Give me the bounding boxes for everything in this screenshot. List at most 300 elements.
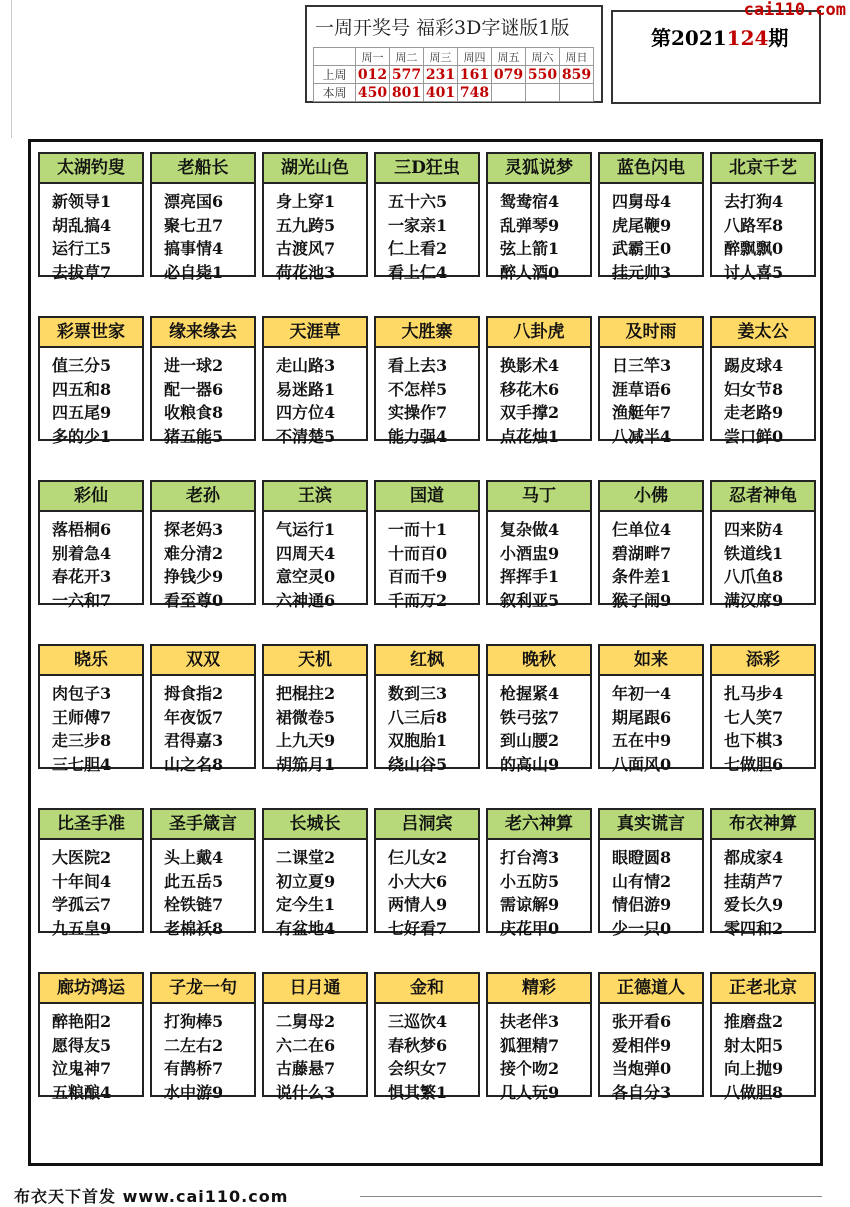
day-cell: 周一 — [356, 48, 390, 66]
riddle-line: 接个吻2 — [500, 1059, 560, 1078]
riddle-line: 当炮弹0 — [612, 1059, 672, 1078]
riddle-line: 栓铁链7 — [164, 895, 224, 914]
day-header-row — [314, 48, 594, 66]
card-items — [712, 184, 814, 284]
riddle-line: 点花烛1 — [500, 426, 560, 446]
draw-number: 748 — [458, 84, 492, 102]
card-items — [712, 1004, 814, 1104]
card-items — [712, 512, 814, 612]
riddle-card — [486, 152, 592, 282]
riddle-line: 醉人酒0 — [500, 262, 560, 282]
card-items — [152, 676, 254, 776]
riddle-line: 聚七丑7 — [164, 215, 224, 235]
riddle-line: 庆花甲0 — [500, 918, 560, 938]
card-items — [376, 512, 478, 612]
riddle-card — [374, 644, 480, 774]
card-items — [152, 512, 254, 612]
riddle-line: 八面风0 — [612, 754, 672, 774]
riddle-line: 七好看7 — [388, 918, 448, 938]
draw-number: 450 — [356, 84, 390, 102]
riddle-line: 数到三3 — [388, 684, 448, 703]
riddle-line: 都成家4 — [724, 848, 784, 867]
riddle-card — [486, 972, 592, 1102]
riddle-line: 情侣游9 — [612, 895, 672, 914]
card-title: 太湖钓叟 — [40, 154, 142, 184]
riddle-line: 古藤悬7 — [276, 1059, 336, 1078]
riddle-line: 到山腰2 — [500, 731, 560, 750]
card-items — [376, 1004, 478, 1104]
riddle-card — [262, 480, 368, 610]
riddle-line: 四来防4 — [724, 520, 784, 539]
riddle-line: 期尾跟6 — [612, 707, 672, 727]
riddle-line: 走老路9 — [724, 403, 784, 422]
card-items — [712, 676, 814, 776]
riddle-line: 运行工5 — [52, 239, 112, 258]
riddle-line: 张开看6 — [612, 1012, 672, 1031]
riddle-card — [374, 152, 480, 282]
card-title: 双双 — [152, 646, 254, 676]
card-items — [600, 512, 702, 612]
this-week-label: 本周 — [314, 84, 356, 102]
riddle-line: 眼瞪圆8 — [612, 848, 672, 867]
card-items — [40, 1004, 142, 1104]
draw-number: 401 — [424, 84, 458, 102]
riddle-line: 复杂做4 — [500, 520, 560, 539]
riddle-line: 意空灵0 — [276, 567, 336, 586]
riddle-line: 新领导1 — [52, 192, 112, 211]
riddle-line: 荷花池3 — [276, 262, 336, 282]
card-items — [376, 840, 478, 940]
riddle-line: 渔艇年7 — [612, 403, 672, 422]
riddle-card — [262, 152, 368, 282]
day-cell: 周五 — [492, 48, 526, 66]
card-title: 彩仙 — [40, 482, 142, 512]
riddle-line: 仨单位4 — [612, 520, 672, 539]
riddle-line: 春花开3 — [52, 567, 112, 586]
riddle-line: 初立夏9 — [276, 871, 336, 891]
riddle-line: 看至尊0 — [164, 590, 224, 610]
riddle-line: 五粮酿4 — [52, 1082, 112, 1102]
riddle-line: 仨儿女2 — [388, 848, 448, 867]
card-title: 真实谎言 — [600, 810, 702, 840]
riddle-card — [262, 316, 368, 446]
riddle-line: 百而千9 — [388, 567, 448, 586]
card-title: 八卦虎 — [488, 318, 590, 348]
riddle-line: 惧其繁1 — [388, 1082, 448, 1102]
riddle-line: 搞事情4 — [164, 239, 224, 258]
card-title: 北京千艺 — [712, 154, 814, 184]
riddle-line: 春秋梦6 — [388, 1035, 448, 1055]
riddle-line: 难分清2 — [164, 543, 224, 563]
riddle-line: 醉艳阳2 — [52, 1012, 112, 1031]
card-items — [264, 840, 366, 940]
card-items — [600, 676, 702, 776]
riddle-line: 定今生1 — [276, 895, 336, 914]
day-cell: 周三 — [424, 48, 458, 66]
card-items — [488, 348, 590, 448]
card-title: 老孙 — [152, 482, 254, 512]
riddle-line: 王师傅7 — [52, 707, 112, 727]
riddle-line: 说什么3 — [276, 1082, 336, 1102]
footer-text: 布衣天下首发 www.cai110.com — [14, 1187, 289, 1206]
riddle-card — [486, 480, 592, 610]
riddle-line: 山有情2 — [612, 871, 672, 891]
riddle-line: 十年间4 — [52, 871, 112, 891]
riddle-line: 值三分5 — [52, 356, 112, 375]
card-title: 及时雨 — [600, 318, 702, 348]
riddle-line: 鸳鸯宿4 — [500, 192, 560, 211]
riddle-line: 进一球2 — [164, 356, 224, 375]
riddle-card — [710, 480, 816, 610]
riddle-line: 八做胆8 — [724, 1082, 784, 1102]
riddle-card — [38, 808, 144, 938]
riddle-line: 碧湖畔7 — [612, 543, 672, 563]
card-title: 日月通 — [264, 974, 366, 1004]
riddle-line: 不清楚5 — [276, 426, 336, 446]
draw-number: 550 — [526, 66, 560, 84]
riddle-line: 走山路3 — [276, 356, 336, 375]
riddle-card — [262, 644, 368, 774]
card-items — [264, 184, 366, 284]
card-items — [488, 184, 590, 284]
riddle-line: 走三步8 — [52, 731, 112, 750]
riddle-line: 仁上看2 — [388, 239, 448, 258]
riddle-line: 不怎样5 — [388, 379, 448, 399]
riddle-line: 学孤云7 — [52, 895, 112, 914]
card-items — [376, 676, 478, 776]
riddle-line: 猪五能5 — [164, 426, 224, 446]
riddle-card — [598, 972, 704, 1102]
riddle-line: 山之名8 — [164, 754, 224, 774]
riddle-line: 推磨盘2 — [724, 1012, 784, 1031]
riddle-line: 六二在6 — [276, 1035, 336, 1055]
card-items — [488, 1004, 590, 1104]
riddle-card — [710, 644, 816, 774]
riddle-line: 漂亮国6 — [164, 192, 224, 211]
riddle-card — [150, 480, 256, 610]
riddle-line: 踢皮球4 — [724, 356, 784, 375]
riddle-line: 双胞胎1 — [388, 731, 448, 750]
riddle-line: 八三后8 — [388, 707, 448, 727]
riddle-line: 四舅母4 — [612, 192, 672, 211]
riddle-line: 爱长久9 — [724, 895, 784, 914]
riddle-line: 少一只0 — [612, 918, 672, 938]
card-items — [152, 348, 254, 448]
riddle-line: 愿得友5 — [52, 1035, 112, 1055]
card-title: 红枫 — [376, 646, 478, 676]
card-title: 小佛 — [600, 482, 702, 512]
riddle-line: 四周天4 — [276, 543, 336, 563]
riddle-line: 别着急4 — [52, 543, 112, 563]
card-title: 正德道人 — [600, 974, 702, 1004]
riddle-line: 小酒盅9 — [500, 543, 560, 563]
draw-number: 577 — [390, 66, 424, 84]
card-title: 圣手箴言 — [152, 810, 254, 840]
card-items — [488, 840, 590, 940]
riddle-line: 去拔草7 — [52, 262, 112, 282]
riddle-card — [598, 316, 704, 446]
riddle-card — [150, 152, 256, 282]
riddle-line: 日三竿3 — [612, 356, 672, 375]
card-title: 姜太公 — [712, 318, 814, 348]
riddle-line: 零四和2 — [724, 918, 784, 938]
riddle-line: 八减半4 — [612, 426, 672, 446]
riddle-line: 铁道线1 — [724, 543, 784, 563]
riddle-line: 必自毙1 — [164, 262, 224, 282]
this-week-row — [314, 84, 594, 102]
riddle-line: 三七胆4 — [52, 754, 112, 774]
riddle-grid — [28, 139, 823, 1166]
card-items — [376, 184, 478, 284]
riddle-card — [374, 972, 480, 1102]
card-items — [264, 348, 366, 448]
card-items — [40, 512, 142, 612]
card-title: 长城长 — [264, 810, 366, 840]
card-items — [488, 676, 590, 776]
draw-number — [492, 84, 526, 102]
riddle-line: 实操作7 — [388, 403, 448, 422]
riddle-line: 一而十1 — [388, 520, 448, 539]
issue-highlight: 124 — [726, 26, 769, 50]
card-title: 晚秋 — [488, 646, 590, 676]
riddle-card — [486, 644, 592, 774]
riddle-card — [374, 316, 480, 446]
draw-number: 012 — [356, 66, 390, 84]
day-cell: 周日 — [560, 48, 594, 66]
card-title: 国道 — [376, 482, 478, 512]
card-title: 廊坊鸿运 — [40, 974, 142, 1004]
riddle-line: 气运行1 — [276, 520, 336, 539]
riddle-line: 向上抛9 — [724, 1059, 784, 1078]
draw-number — [526, 84, 560, 102]
riddle-line: 叙利亚5 — [500, 590, 560, 610]
riddle-card — [710, 316, 816, 446]
card-title: 马丁 — [488, 482, 590, 512]
riddle-line: 二课堂2 — [276, 848, 336, 867]
card-title: 湖光山色 — [264, 154, 366, 184]
card-items — [152, 840, 254, 940]
riddle-line: 肉包子3 — [52, 684, 112, 703]
card-items — [152, 1004, 254, 1104]
riddle-line: 四方位4 — [276, 403, 336, 422]
riddle-line: 五在中9 — [612, 731, 672, 750]
draw-number: 801 — [390, 84, 424, 102]
riddle-card — [598, 644, 704, 774]
riddle-line: 头上戴4 — [164, 848, 224, 867]
card-items — [40, 184, 142, 284]
card-title: 天机 — [264, 646, 366, 676]
riddle-line: 身上穿1 — [276, 192, 336, 211]
riddle-line: 九五皇9 — [52, 918, 112, 938]
riddle-card — [150, 644, 256, 774]
riddle-line: 古渡风7 — [276, 239, 336, 258]
riddle-line: 爱相伴9 — [612, 1035, 672, 1055]
card-items — [152, 184, 254, 284]
card-title: 老船长 — [152, 154, 254, 184]
card-items — [488, 512, 590, 612]
riddle-line: 条件差1 — [612, 567, 672, 586]
card-title: 大胜寨 — [376, 318, 478, 348]
riddle-line: 易迷路1 — [276, 379, 336, 399]
riddle-line: 需谅解9 — [500, 895, 560, 914]
riddle-card — [150, 972, 256, 1102]
riddle-line: 妇女节8 — [724, 379, 784, 399]
riddle-line: 两情人9 — [388, 895, 448, 914]
card-items — [264, 512, 366, 612]
riddle-line: 去打狗4 — [724, 192, 784, 211]
card-items — [600, 348, 702, 448]
riddle-card — [486, 316, 592, 446]
riddle-line: 绕山谷5 — [388, 754, 448, 774]
site-watermark: cai110.com — [743, 0, 846, 20]
card-title: 缘来缘去 — [152, 318, 254, 348]
draw-number: 859 — [560, 66, 594, 84]
draw-number: 231 — [424, 66, 458, 84]
card-items — [40, 840, 142, 940]
riddle-card — [150, 316, 256, 446]
riddle-line: 看上仁4 — [388, 262, 448, 282]
riddle-card — [38, 480, 144, 610]
riddle-line: 满汉席9 — [724, 590, 784, 610]
card-items — [712, 348, 814, 448]
riddle-line: 有盆地4 — [276, 918, 336, 938]
riddle-line: 的高山9 — [500, 754, 560, 774]
riddle-line: 小大大6 — [388, 871, 448, 891]
riddle-line: 一六和7 — [52, 590, 112, 610]
last-week-label: 上周 — [314, 66, 356, 84]
riddle-line: 水中游9 — [164, 1082, 224, 1102]
riddle-line: 打狗棒5 — [164, 1012, 224, 1031]
card-items — [40, 676, 142, 776]
riddle-line: 二舅母2 — [276, 1012, 336, 1031]
day-cell: 周二 — [390, 48, 424, 66]
riddle-line: 大医院2 — [52, 848, 112, 867]
riddle-line: 小五防5 — [500, 871, 560, 891]
riddle-line: 老棉袄8 — [164, 918, 224, 938]
footer-rule — [360, 1196, 822, 1197]
riddle-line: 各自分3 — [612, 1082, 672, 1102]
riddle-line: 八路军8 — [724, 215, 784, 235]
riddle-line: 把棍拄2 — [276, 684, 336, 703]
riddle-card — [710, 972, 816, 1102]
riddle-line: 弦上箭1 — [500, 239, 560, 258]
card-title: 添彩 — [712, 646, 814, 676]
card-items — [376, 348, 478, 448]
riddle-card — [710, 808, 816, 938]
card-title: 蓝色闪电 — [600, 154, 702, 184]
card-items — [40, 348, 142, 448]
riddle-line: 七人笑7 — [724, 707, 784, 727]
issue-number — [651, 22, 788, 51]
riddle-line: 射太阳5 — [724, 1035, 784, 1055]
card-items — [712, 840, 814, 940]
riddle-line: 多的少1 — [52, 426, 112, 446]
riddle-line: 五十六5 — [388, 192, 448, 211]
riddle-line: 狐狸精7 — [500, 1035, 560, 1055]
card-title: 比圣手准 — [40, 810, 142, 840]
day-cell: 周六 — [526, 48, 560, 66]
riddle-line: 八爪鱼8 — [724, 567, 784, 586]
card-title: 精彩 — [488, 974, 590, 1004]
card-title: 灵狐说梦 — [488, 154, 590, 184]
riddle-line: 十而百0 — [388, 543, 448, 563]
riddle-line: 猴子闹9 — [612, 590, 672, 610]
issue-suffix: 期 — [768, 26, 789, 50]
riddle-line: 扶老伴3 — [500, 1012, 560, 1031]
riddle-line: 年初一4 — [612, 684, 672, 703]
riddle-line: 换影术4 — [500, 356, 560, 375]
riddle-line: 四五和8 — [52, 379, 112, 399]
card-items — [600, 1004, 702, 1104]
riddle-card — [598, 152, 704, 282]
riddle-line: 泣鬼神7 — [52, 1059, 112, 1078]
riddle-line: 七做胆6 — [724, 754, 784, 774]
riddle-line: 扎马步4 — [724, 684, 784, 703]
riddle-line: 枪握紧4 — [500, 684, 560, 703]
riddle-line: 铁弓弦7 — [500, 707, 560, 727]
riddle-line: 二左右2 — [164, 1035, 224, 1055]
riddle-line: 醉飘飘0 — [724, 239, 784, 258]
draw-number — [560, 84, 594, 102]
card-items — [264, 1004, 366, 1104]
draw-number: 161 — [458, 66, 492, 84]
card-items — [264, 676, 366, 776]
card-title: 忍者神龟 — [712, 482, 814, 512]
riddle-line: 君得嘉3 — [164, 731, 224, 750]
riddle-card — [486, 808, 592, 938]
card-title: 正老北京 — [712, 974, 814, 1004]
riddle-line: 移花木6 — [500, 379, 560, 399]
riddle-line: 涯草语6 — [612, 379, 672, 399]
riddle-card — [150, 808, 256, 938]
riddle-line: 几人玩9 — [500, 1082, 560, 1102]
riddle-card — [262, 972, 368, 1102]
last-week-row — [314, 66, 594, 84]
riddle-line: 虎尾鞭9 — [612, 215, 672, 235]
card-title: 吕洞宾 — [376, 810, 478, 840]
card-items — [600, 184, 702, 284]
riddle-line: 三巡饮4 — [388, 1012, 448, 1031]
riddle-card — [38, 152, 144, 282]
header-title: 一周开奖号 福彩3D字谜版1版 — [315, 17, 570, 39]
riddle-line: 也下棋3 — [724, 731, 784, 750]
card-title: 布衣神算 — [712, 810, 814, 840]
left-margin-rule — [0, 0, 12, 138]
card-title: 天涯草 — [264, 318, 366, 348]
weekly-draw-box — [305, 5, 603, 103]
card-title: 彩票世家 — [40, 318, 142, 348]
riddle-line: 挂葫芦7 — [724, 871, 784, 891]
riddle-line: 乱弹琴9 — [500, 215, 560, 235]
day-cell: 周四 — [458, 48, 492, 66]
riddle-line: 武霸王0 — [612, 239, 672, 258]
riddle-line: 有鹊桥7 — [164, 1059, 224, 1078]
card-title: 王滨 — [264, 482, 366, 512]
riddle-line: 看上去3 — [388, 356, 448, 375]
riddle-card — [38, 972, 144, 1102]
riddle-line: 打台湾3 — [500, 848, 560, 867]
riddle-card — [598, 808, 704, 938]
riddle-line: 裙微卷5 — [276, 707, 336, 727]
riddle-line: 双手撑2 — [500, 403, 560, 422]
riddle-line: 落梧桐6 — [52, 520, 112, 539]
riddle-line: 能力强4 — [388, 426, 448, 446]
riddle-line: 四五尾9 — [52, 403, 112, 422]
riddle-card — [374, 480, 480, 610]
riddle-line: 上九天9 — [276, 731, 336, 750]
riddle-card — [262, 808, 368, 938]
riddle-line: 千而万2 — [388, 590, 448, 610]
